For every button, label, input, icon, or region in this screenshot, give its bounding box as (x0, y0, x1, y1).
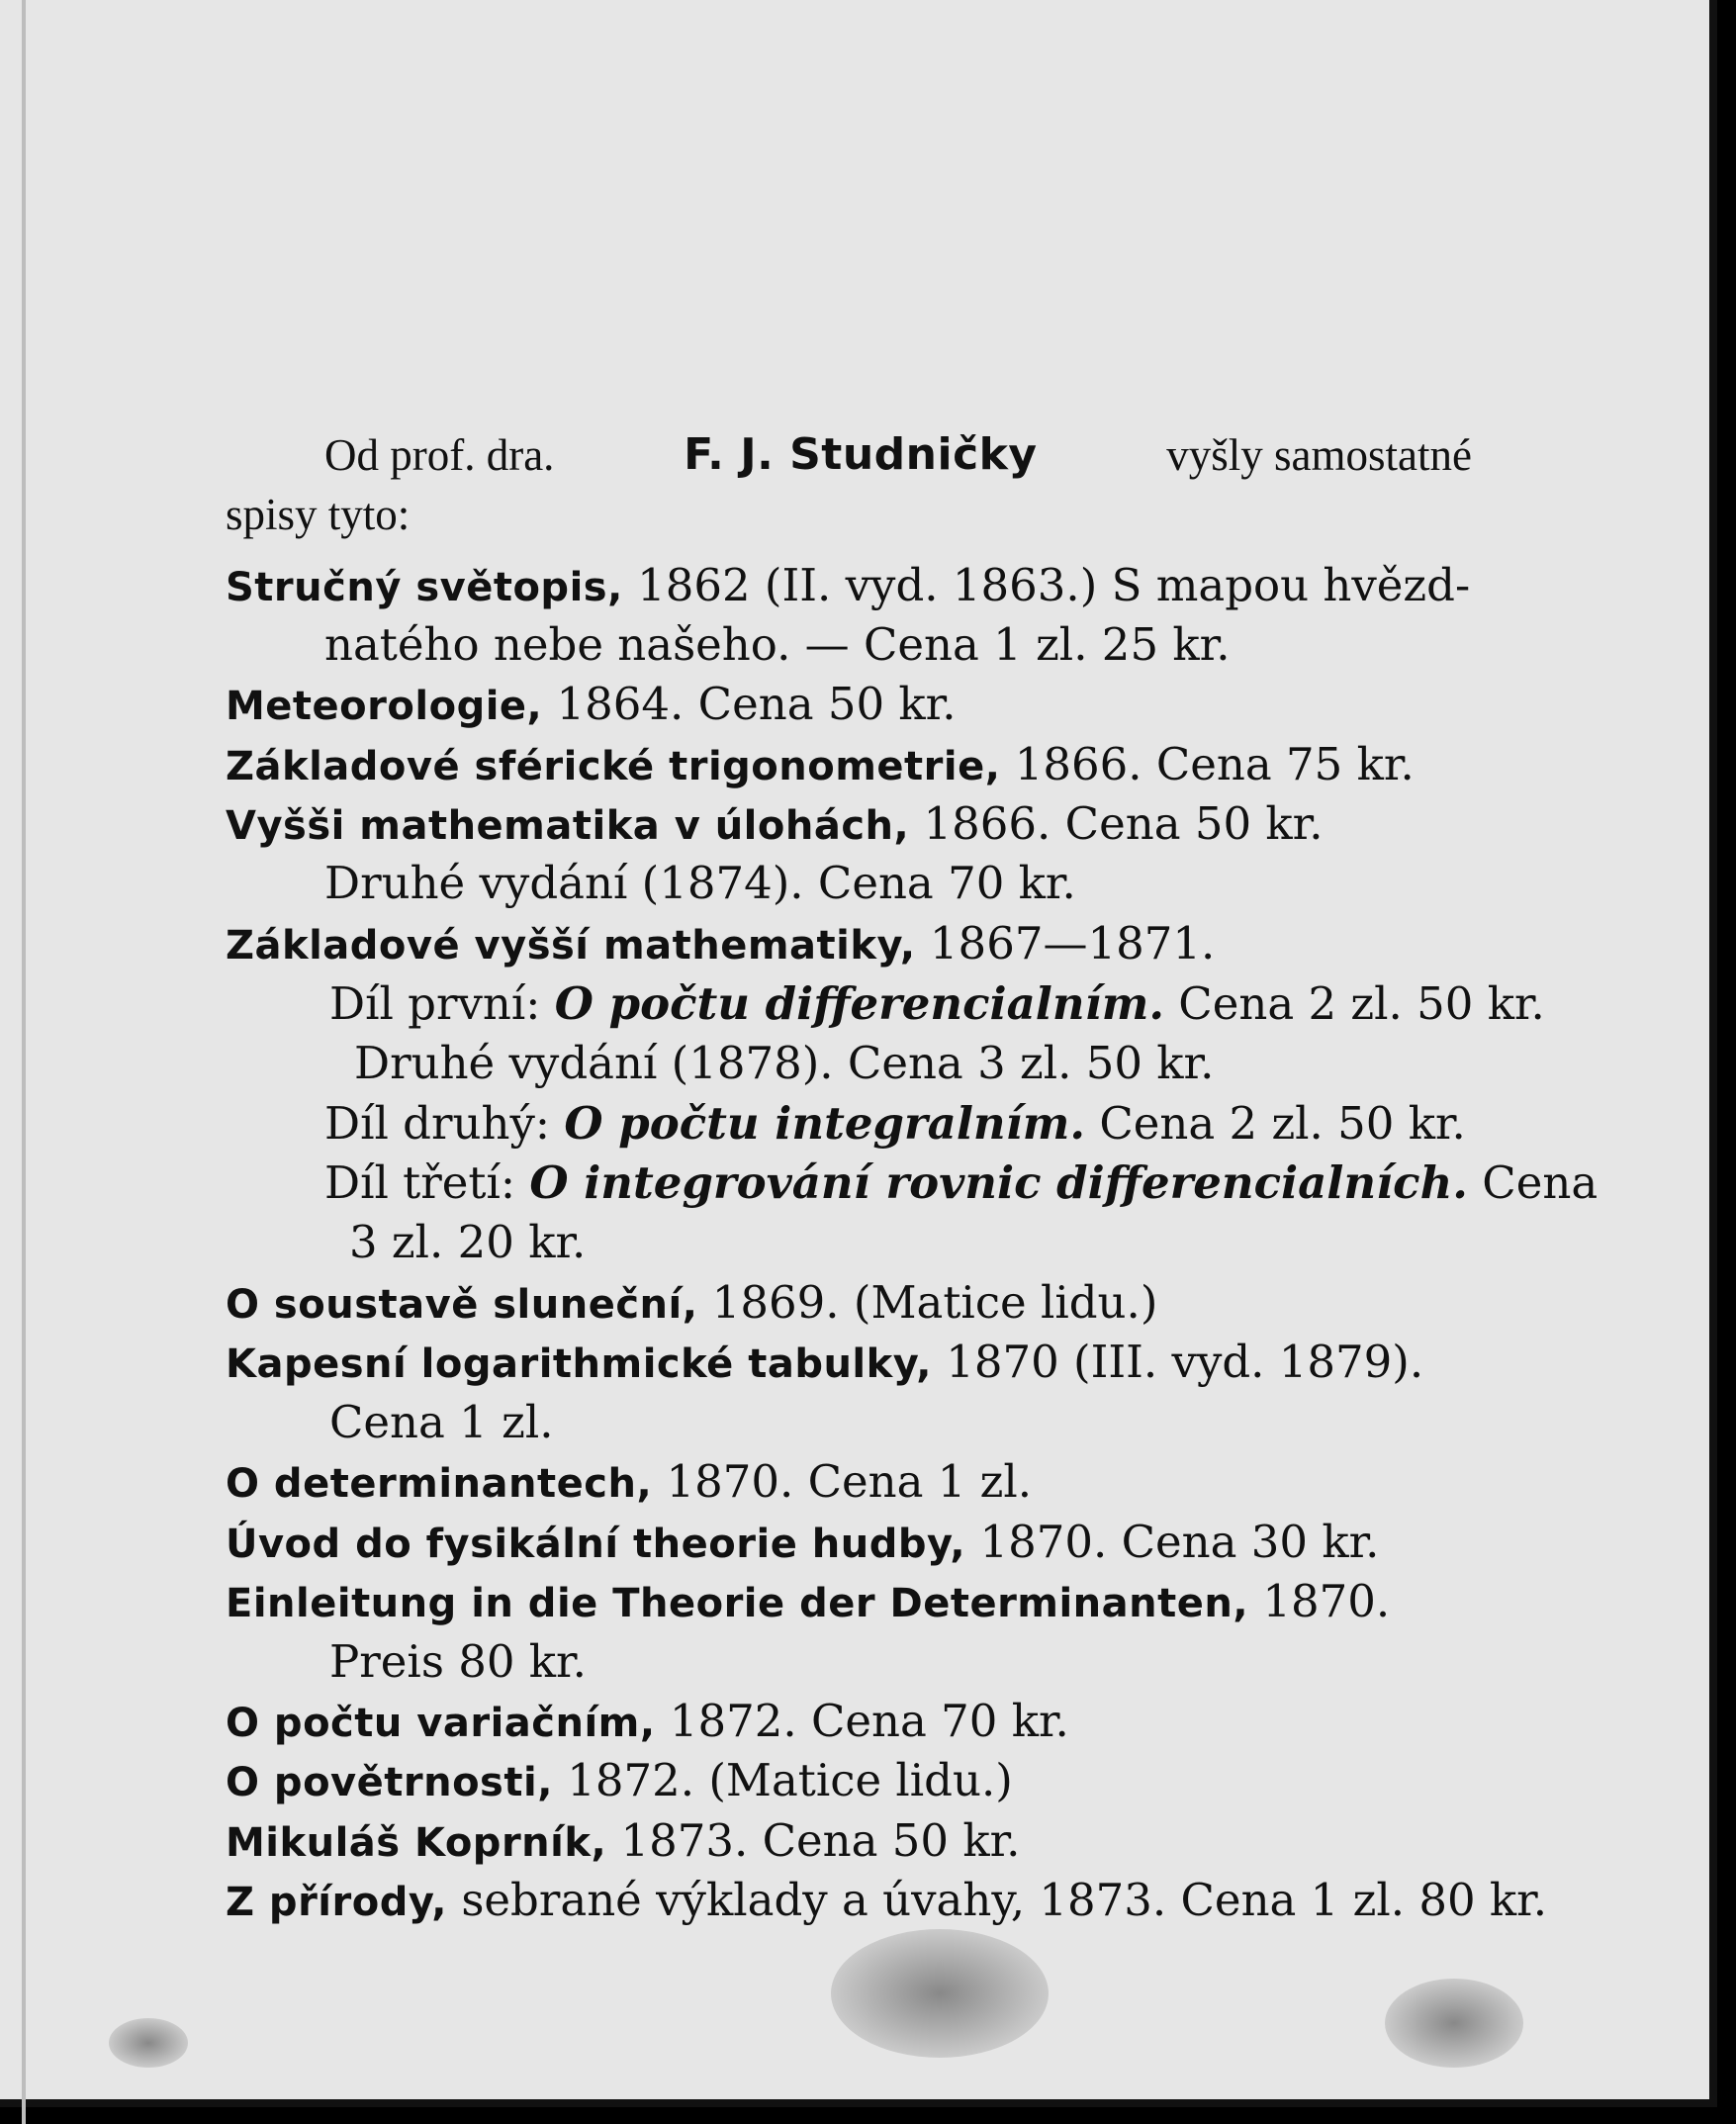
entry-einleitung: Einleitung in die Theorie der Determinanten, 1870. (226, 1575, 1391, 1627)
ink-smudge (831, 1929, 1049, 2058)
entry-trigonometrie: Základové sférické trigonometrie, 1866. Cena 75 kr. (226, 738, 1415, 790)
ink-smudge (109, 2018, 188, 2068)
entry-continuation: Cena 1 zl. (329, 1396, 554, 1448)
entry-svetopis: Stručný světopis, 1862 (II. vyd. 1863.) S mapou hvězd- (226, 559, 1471, 611)
intro-line-2: spisy tyto: (226, 490, 411, 539)
author-name: F. J. Studničky (684, 429, 1038, 480)
entry-continuation: Druhé vydání (1874). Cena 70 kr. (324, 857, 1076, 909)
ink-smudge (1385, 1979, 1523, 2068)
entry-povetrnosti: O povětrnosti, 1872. (Matice lidu.) (226, 1754, 1013, 1806)
entry-dil-prvni: Díl první: O počtu differencialním. Cena 2 zl. 50 kr. (329, 977, 1545, 1030)
entry-continuation: natého nebe našeho. — Cena 1 zl. 25 kr. (324, 618, 1231, 671)
entry-continuation: 3 zl. 20 kr. (349, 1216, 587, 1268)
entry-dil-druhy: Díl druhý: O počtu integralním. Cena 2 zl. 50 kr. (324, 1097, 1466, 1150)
page-gutter-line (22, 0, 26, 2124)
entry-determinantech: O determinantech, 1870. Cena 1 zl. (226, 1455, 1033, 1508)
entry-dil-treti: Díl třetí: O integrování rovnic differencialních. Cena (324, 1156, 1599, 1209)
entry-meteorologie: Meteorologie, 1864. Cena 50 kr. (226, 678, 957, 730)
entry-z-prirody: Z přírody, sebrané výklady a úvahy, 1873. Cena 1 zl. 80 kr. (226, 1874, 1548, 1926)
entry-zakladove-vyssi: Základové vyšší mathematiky, 1867—1871. (226, 917, 1216, 970)
entry-continuation: Preis 80 kr. (329, 1635, 587, 1688)
entry-vyssi-mathematika: Vyšši mathematika v úlohách, 1866. Cena 50 kr. (226, 797, 1324, 850)
intro-suffix: vyšly samostatné (1166, 430, 1472, 480)
entry-koprnik: Mikuláš Koprník, 1873. Cena 50 kr. (226, 1814, 1021, 1867)
intro-prefix: Od prof. dra. (324, 430, 555, 480)
entry-soustava: O soustavě sluneční, 1869. (Matice lidu.) (226, 1276, 1158, 1329)
entry-continuation: Druhé vydání (1878). Cena 3 zl. 50 kr. (354, 1037, 1215, 1089)
entry-hudby: Úvod do fysikální theorie hudby, 1870. Cena 30 kr. (226, 1516, 1380, 1568)
entry-tabulky: Kapesní logarithmické tabulky, 1870 (III. vyd. 1879). (226, 1336, 1424, 1388)
entry-variacnim: O počtu variačním, 1872. Cena 70 kr. (226, 1695, 1069, 1747)
intro-line-1 (324, 425, 1472, 485)
